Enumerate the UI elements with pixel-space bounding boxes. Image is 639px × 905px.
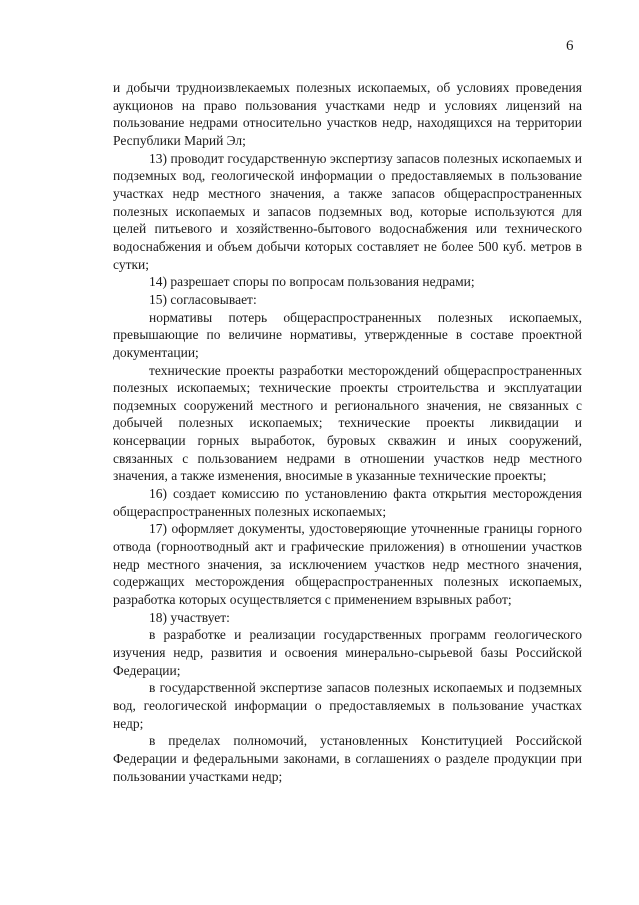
paragraph: 14) разрешает споры по вопросам пользования недрами; [149, 274, 475, 290]
page-number: 6 [566, 38, 574, 54]
paragraph: 16) создает комиссию по установлению факта открытия месторождения общераспространенных полезных ископаемых; [113, 486, 582, 519]
paragraph: 15) согласовывает: [149, 291, 257, 307]
paragraph: 18) участвует: [149, 609, 230, 625]
paragraph: технические проекты разработки месторождений общераспространенных полезных ископаемых; технические проекты строительства и эксплуатации подземных сооружений местного и регионального значения, не связанных с добычей полезных ископаемых; технические проекты ликвидации и консервации горных выработок, буровых скважин и иных сооружений, связанных с пользованием недрами в отношении участков недр местного значения, а также изменения, вносимые в указанные технические проекты; [113, 362, 582, 484]
paragraph: в государственной экспертизе запасов полезных ископаемых и подземных вод, геологической информации о предоставляемых в пользование участках недр; [113, 680, 582, 731]
document-body [113, 79, 582, 785]
paragraph: 17) оформляет документы, удостоверяющие уточненные границы горного отвода (горноотводный акт и графические приложения) в отношении участков недр местного значения, за исключением участков недр местного значения, содержащих месторождения общераспространенных полезных ископаемых, разработка которых осуществляется с применением взрывных работ; [113, 521, 582, 608]
paragraph: и добычи трудноизвлекаемых полезных ископаемых, об условиях проведения аукционов на право пользования участками недр и условиях лицензий на пользование недрами относительно участков недр, находящихся на территории Республики Марий Эл; [113, 80, 582, 148]
paragraph: 13) проводит государственную экспертизу запасов полезных ископаемых и подземных вод, геологической информации о предоставляемых в пользование участках недр местного значения, а также запасов общераспространенных полезных ископаемых и запасов подземных вод, которые используются для целей питьевого и хозяйственно-бытового водоснабжения или технического водоснабжения и объем добычи которых составляет не более 500 куб. метров в сутки; [113, 150, 582, 272]
paragraph: нормативы потерь общераспространенных полезных ископаемых, превышающие по величине нормативы, утвержденные в составе проектной документации; [113, 309, 582, 360]
paragraph: в пределах полномочий, установленных Конституцией Российской Федерации и федеральными законами, в соглашениях о разделе продукции при пользовании участками недр; [113, 733, 582, 784]
paragraph: в разработке и реализации государственных программ геологического изучения недр, развития и освоения минерально-сырьевой базы Российской Федерации; [113, 627, 582, 678]
